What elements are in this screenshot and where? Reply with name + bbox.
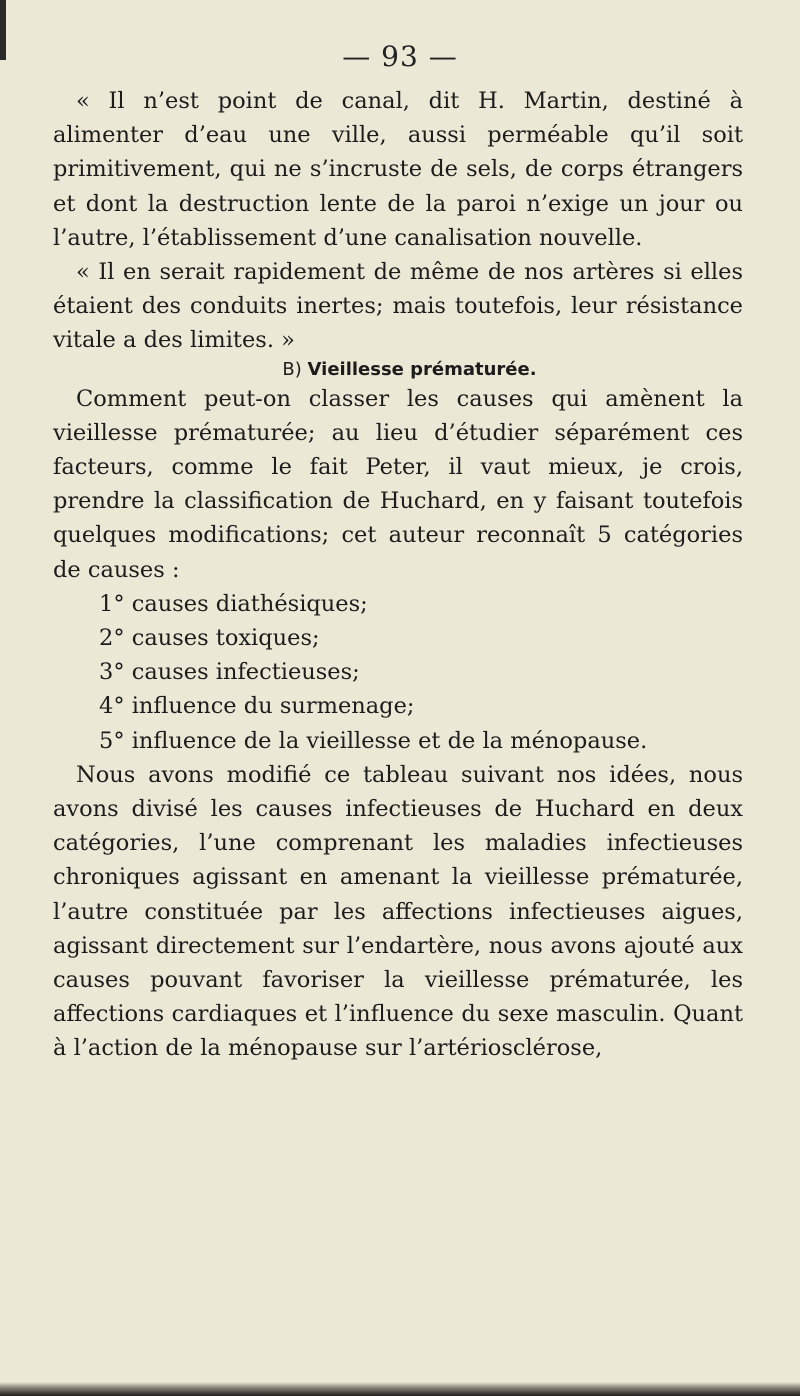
cause-item-3: 3° causes infectieuses; (99, 659, 360, 686)
quote-paragraph-2: « Il en serait rapidement de même de nos artères si elles étaient des conduits inertes; mais toutefois, leur résistance vitale a des limites. » (53, 259, 743, 354)
intro-paragraph: Comment peut-on classer les causes qui amènent la vieillesse prématurée; au lieu d’étudier séparément ces facteurs, comme le fait Peter, il vaut mieux, je crois, prendre la classification de Huchard, en y faisant toutefois quelques modifications; cet auteur reconnaît 5 catégories de causes : (53, 385, 743, 583)
page-bottom-edge (0, 1382, 800, 1396)
text-body (53, 84, 743, 1066)
section-prefix: B) (282, 358, 302, 380)
page-number: — 93 — (342, 40, 458, 73)
cause-item-5: 5° influence de la vieillesse et de la ménopause. (99, 727, 648, 754)
cause-item-4: 4° influence du surmenage; (99, 693, 415, 720)
cause-item-2: 2° causes toxiques; (99, 625, 320, 652)
conclusion-paragraph: Nous avons modifié ce tableau suivant nos idées, nous avons divisé les causes infectieuses de Huchard en deux catégories, l’une comprenant les maladies infectieuses chroniques agissant en amenant la vieillesse prématurée, l’autre constituée par les affections infectieuses aigues, agissant directement sur l’endartère, nous avons ajouté aux causes pouvant favoriser la vieillesse prématurée, les affections cardiaques et l’influence du sexe masculin. Quant à l’action de la ménopause sur l’artériosclérose, (53, 761, 743, 1062)
quote-paragraph-1: « Il n’est point de canal, dit H. Martin, destiné à alimenter d’eau une ville, aussi perméable qu’il soit primitivement, qui ne s’incruste de sels, de corps étrangers et dont la destruction lente de la paroi n’exige un jour ou l’autre, l’établissement d’une canalisation nouvelle. (53, 88, 743, 251)
section-heading (53, 358, 743, 382)
cause-item-1: 1° causes diathésiques; (99, 590, 368, 617)
section-title: Vieillesse prématurée. (307, 358, 537, 380)
